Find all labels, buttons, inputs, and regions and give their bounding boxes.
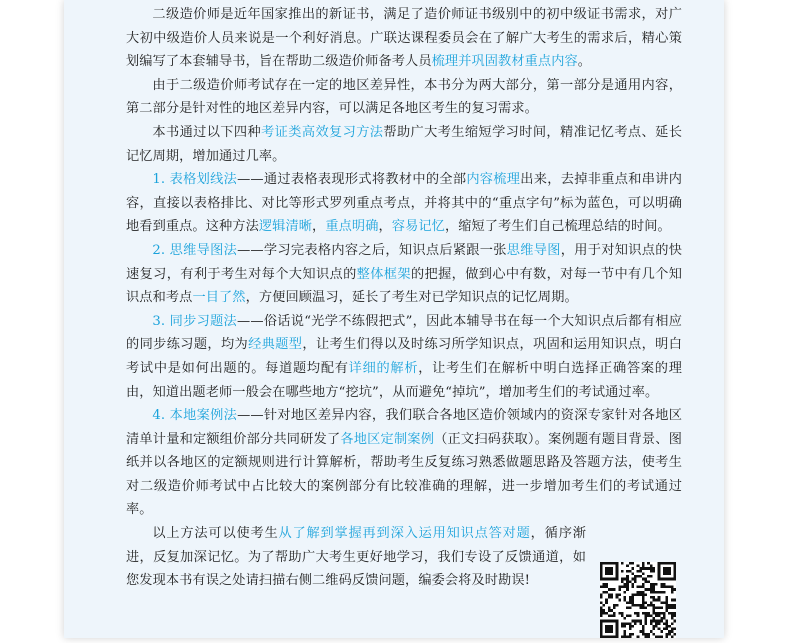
paragraph [126, 310, 682, 404]
book-page [64, 0, 724, 638]
paragraph [126, 121, 682, 168]
highlighted-phrase: 4. 本地案例法 [152, 408, 238, 424]
text-segment: （正文扫码获取）。案例题有题目背景、图纸并以各地区的定额规则进行计算解析，帮助考生反复练习熟悉做题思路及答题方法，使考生对二级造价师考试中占比较大的案例部分有比较准确的理解，进一步增加考生们的考试通过率。 [126, 431, 682, 518]
highlighted-phrase: 逻辑清晰 [258, 219, 313, 235]
text-segment: 以上方法可以使考生 [152, 526, 279, 542]
text-segment: ——学习完表格内容之后，知识点后紧跟一张 [237, 242, 507, 258]
text-segment: 出来，去掉非重点和串讲内容，直接以表格排比、对比等形式罗列重点考点，并将其中的“重点字句”标为蓝色，可以明确地看到重点。这种方法 [126, 172, 683, 235]
text-segment: ，让考生们在解析中明白选择正确答案的理由，知道出题老师一般会在哪些地方“挖坑”，从而避免“掉坑”，增加考生们的考试通过率。 [126, 360, 682, 400]
paragraph [126, 3, 682, 74]
text-segment: ，缩短了考生们自己梳理总结的时间。 [444, 219, 671, 235]
paragraph [126, 239, 682, 310]
text-segment: ，方便回顾温习，延长了考生对已学知识点的记忆周期。 [245, 290, 578, 306]
text-segment: ，循序渐进，反复加深记忆。为了帮助广大考生更好地学习，我们专设了反馈通道，如您发现本书有误之处请扫描右侧二维码反馈问题，编委会将及时勘误! [126, 526, 586, 589]
text-segment: 本书通过以下四种 [152, 124, 262, 140]
highlighted-phrase: 容易记忆 [391, 219, 445, 235]
text-segment: 由于二级造价师考试存在一定的地区差异性，本书分为两大部分，第一部分是通用内容，第二部分是针对性的地区差异内容，可以满足各地区考生的复习需求。 [126, 77, 682, 117]
highlighted-phrase: 考证类高效复习方法 [261, 124, 384, 140]
highlighted-phrase: 2. 思维导图法 [152, 242, 238, 258]
paragraph [126, 522, 586, 593]
highlighted-phrase: 思维导图 [506, 242, 561, 258]
highlighted-phrase: 3. 同步习题法 [152, 313, 238, 329]
text-segment: 。 [577, 54, 592, 70]
highlighted-phrase: 梳理并巩固教材重点内容 [431, 54, 578, 70]
text-segment: 的把握，做到心中有数，对每一节中有几个知识点和考点 [126, 266, 683, 306]
highlighted-phrase: 重点明确 [325, 219, 379, 235]
text-segment: ，用于对知识点的快速复习，有利于考生对每个大知识点的 [126, 242, 683, 282]
text-segment: ，让考生们得以及时练习所学知识点，巩固和运用知识点，明白考试中是如何出题的。每道题均配有 [126, 337, 682, 376]
highlighted-phrase: 各地区定制案例 [340, 431, 435, 447]
text-segment: 帮助广大考生缩短学习时间，精准记忆考点、延长记忆周期，增加通过几率。 [126, 124, 682, 164]
highlighted-phrase: 经典题型 [248, 337, 303, 353]
highlighted-phrase: 一目了然 [192, 290, 246, 306]
qr-code-icon [600, 562, 676, 638]
paragraph [126, 74, 682, 121]
text-segment: ， [312, 219, 326, 235]
text-segment: ——通过表格表现形式将教材中的全部 [237, 172, 467, 188]
text-segment: ——俗话说“光学不练假把式”，因此本辅导书在每一个大知识点后都有相应的同步练习题，均为 [126, 313, 682, 353]
paragraph [126, 404, 682, 522]
text-segment: ——针对地区差异内容，我们联合各地区造价领域内的资深专家针对各地区清单计量和定额组价部分共同研发了 [126, 408, 683, 447]
highlighted-phrase: 内容梳理 [466, 172, 521, 188]
paragraph [126, 168, 682, 239]
highlighted-phrase: 1. 表格划线法 [152, 172, 238, 188]
text-segment: 二级造价师是近年国家推出的新证书，满足了造价师证书级别中的初中级证书需求，对广大初中级造价人员来说是一个利好消息。广联达课程委员会在了解广大考生的需求后，精心策划编写了本套辅导书，旨在帮助二级造价师备考人员 [126, 7, 682, 70]
highlighted-phrase: 详细的解析 [348, 360, 419, 376]
highlighted-phrase: 从了解到掌握再到深入运用知识点答对题 [278, 526, 531, 542]
text-segment: ， [378, 219, 392, 235]
highlighted-phrase: 整体框架 [356, 266, 411, 282]
preface-text [126, 3, 682, 593]
